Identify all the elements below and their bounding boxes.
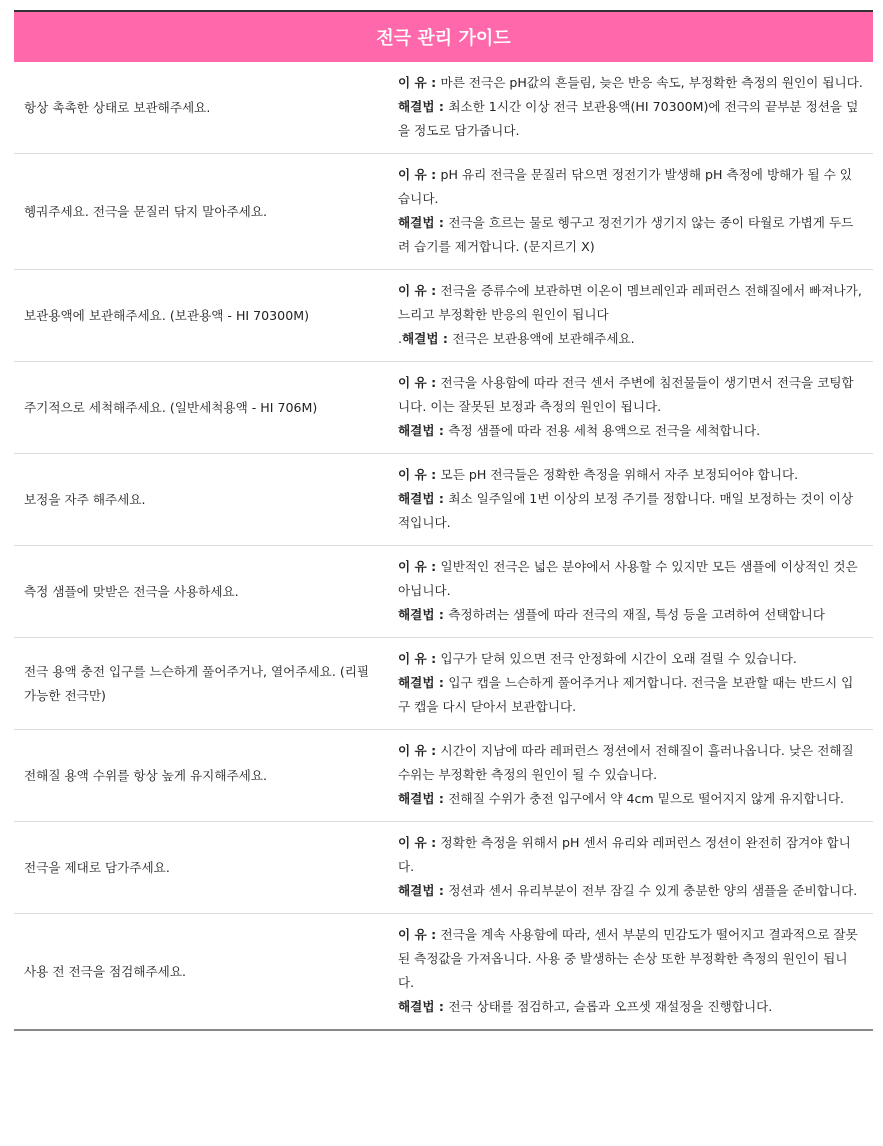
explanation-cell [384, 546, 873, 638]
solution-label: 해결법 : [398, 491, 449, 506]
guide-row [14, 270, 873, 362]
solution-line [398, 419, 863, 443]
reason-text: 일반적인 전극은 넓은 분야에서 사용할 수 있지만 모든 샘플에 이상적인 것은 아닙니다. [398, 559, 858, 598]
solution-label: 해결법 : [402, 331, 453, 346]
explanation-cell [384, 730, 873, 822]
guide-table-body [14, 62, 873, 1030]
reason-label: 이 유 : [398, 835, 441, 850]
solution-label: 해결법 : [398, 607, 449, 622]
explanation-cell [384, 454, 873, 546]
instruction-cell [14, 914, 384, 1031]
reason-label: 이 유 : [398, 467, 441, 482]
instruction-cell [14, 730, 384, 822]
explanation-cell [384, 154, 873, 270]
guide-row [14, 154, 873, 270]
instruction-cell [14, 270, 384, 362]
solution-text: 전극 상태를 점검하고, 슬롭과 오프셋 재설정을 진행합니다. [448, 999, 773, 1014]
instruction-text: 전해질 용액 수위를 항상 높게 유지해주세요. [24, 767, 267, 783]
solution-text: 전극을 흐르는 물로 헹구고 정전기가 생기지 않는 종이 타월로 가볍게 두드려 습기를 제거합니다. (문지르기 X) [398, 215, 854, 254]
reason-label: 이 유 : [398, 283, 441, 298]
instruction-cell [14, 362, 384, 454]
reason-label: 이 유 : [398, 167, 441, 182]
reason-line [398, 739, 863, 787]
explanation-cell [384, 270, 873, 362]
reason-label: 이 유 : [398, 75, 441, 90]
instruction-cell [14, 454, 384, 546]
reason-text: 시간이 지남에 따라 레퍼런스 정션에서 전해질이 흘러나옵니다. 낮은 전해질 수위는 부정확한 측정의 원인이 될 수 있습니다. [398, 743, 854, 782]
reason-line [398, 71, 863, 95]
instruction-text: 전극 용액 충전 입구를 느슨하게 풀어주거나, 열어주세요. (리필 가능한 전극만) [24, 663, 370, 703]
solution-label: 해결법 : [398, 883, 449, 898]
solution-line [398, 95, 863, 143]
guide-row [14, 638, 873, 730]
instruction-cell [14, 638, 384, 730]
guide-row [14, 62, 873, 154]
reason-line [398, 831, 863, 879]
reason-text: pH 유리 전극을 문질러 닦으면 정전기가 발생해 pH 측정에 방해가 될 수 있습니다. [398, 167, 852, 206]
solution-text: 전극은 보관용액에 보관해주세요. [452, 331, 635, 346]
explanation-cell [384, 638, 873, 730]
reason-line [398, 163, 863, 211]
reason-text: 입구가 닫혀 있으면 전극 안정화에 시간이 오래 걸릴 수 있습니다. [440, 651, 797, 666]
reason-text: 전극을 사용함에 따라 전극 센서 주변에 침전물들이 생기면서 전극을 코팅합니다. 이는 잘못된 보정과 측정의 원인이 됩니다. [398, 375, 854, 414]
guide-row [14, 454, 873, 546]
instruction-text: 항상 촉촉한 상태로 보관해주세요. [24, 99, 211, 115]
instruction-cell [14, 62, 384, 154]
reason-line [398, 555, 863, 603]
reason-label: 이 유 : [398, 559, 441, 574]
reason-text: 마른 전극은 pH값의 흔들림, 늦은 반응 속도, 부정확한 측정의 원인이 됩니다. [440, 75, 863, 90]
guide-row [14, 822, 873, 914]
reason-text: 전극을 계속 사용함에 따라, 센서 부분의 민감도가 떨어지고 결과적으로 잘못된 측정값을 가져옵니다. 사용 중 발생하는 손상 또한 부정확한 측정의 원인이 됩니다. [398, 927, 858, 990]
solution-label: 해결법 : [398, 423, 449, 438]
explanation-cell [384, 62, 873, 154]
solution-text: 정션과 센서 유리부분이 전부 잠길 수 있게 충분한 양의 샘플을 준비합니다. [448, 883, 858, 898]
solution-prefix: . [398, 331, 403, 346]
electrode-care-guide [14, 10, 873, 1031]
instruction-text: 측정 샘플에 맞받은 전극을 사용하세요. [24, 583, 239, 599]
reason-text: 정확한 측정을 위해서 pH 센서 유리와 레퍼런스 정션이 완전히 잠겨야 합니다. [398, 835, 851, 874]
reason-line [398, 463, 863, 487]
solution-label: 해결법 : [398, 791, 449, 806]
guide-title: 전극 관리 가이드 [14, 10, 873, 62]
reason-text: 전극을 증류수에 보관하면 이온이 멤브레인과 레퍼런스 전해질에서 빠져나가, 느리고 부정확한 반응의 원인이 됩니다 [398, 283, 862, 322]
solution-text: 입구 캡을 느슨하게 풀어주거나 제거합니다. 전극을 보관할 때는 반드시 입구 캡을 다시 닫아서 보관합니다. [398, 675, 854, 714]
solution-label: 해결법 : [398, 999, 449, 1014]
solution-line [398, 671, 863, 719]
reason-line [398, 923, 863, 995]
instruction-cell [14, 154, 384, 270]
reason-line [398, 647, 863, 671]
reason-label: 이 유 : [398, 743, 441, 758]
solution-line [398, 327, 863, 351]
guide-table [14, 62, 873, 1031]
solution-line [398, 211, 863, 259]
explanation-cell [384, 362, 873, 454]
solution-line [398, 995, 863, 1019]
instruction-text: 헹궈주세요. 전극을 문질러 닦지 말아주세요. [24, 203, 267, 219]
instruction-text: 사용 전 전극을 점검해주세요. [24, 963, 186, 979]
reason-text: 모든 pH 전극들은 정확한 측정을 위해서 자주 보정되어야 합니다. [440, 467, 799, 482]
reason-line [398, 279, 863, 327]
solution-text: 최소한 1시간 이상 전극 보관용액(HI 70300M)에 전극의 끝부분 정션을 덮을 정도로 담가줍니다. [398, 99, 859, 138]
instruction-text: 보관용액에 보관해주세요. (보관용액 - HI 70300M) [24, 307, 309, 323]
instruction-text: 전극을 제대로 담가주세요. [24, 859, 170, 875]
solution-text: 측정 샘플에 따라 전용 세척 용액으로 전극을 세척합니다. [448, 423, 761, 438]
explanation-cell [384, 822, 873, 914]
solution-label: 해결법 : [398, 99, 449, 114]
reason-label: 이 유 : [398, 927, 441, 942]
solution-line [398, 603, 863, 627]
reason-line [398, 371, 863, 419]
instruction-text: 보정을 자주 해주세요. [24, 491, 146, 507]
guide-row [14, 730, 873, 822]
solution-line [398, 487, 863, 535]
solution-text: 전해질 수위가 충전 입구에서 약 4cm 밑으로 떨어지지 않게 유지합니다. [448, 791, 845, 806]
guide-row [14, 546, 873, 638]
solution-line [398, 879, 863, 903]
instruction-cell [14, 546, 384, 638]
instruction-cell [14, 822, 384, 914]
explanation-cell [384, 914, 873, 1031]
guide-row [14, 362, 873, 454]
solution-line [398, 787, 863, 811]
solution-text: 최소 일주일에 1번 이상의 보정 주기를 정합니다. 매일 보정하는 것이 이상적입니다. [398, 491, 854, 530]
solution-label: 해결법 : [398, 675, 449, 690]
guide-row [14, 914, 873, 1031]
reason-label: 이 유 : [398, 651, 441, 666]
solution-label: 해결법 : [398, 215, 449, 230]
instruction-text: 주기적으로 세척해주세요. (일반세척용액 - HI 706M) [24, 399, 318, 415]
reason-label: 이 유 : [398, 375, 441, 390]
solution-text: 측정하려는 샘플에 따라 전극의 재질, 특성 등을 고려하여 선택합니다 [448, 607, 825, 622]
